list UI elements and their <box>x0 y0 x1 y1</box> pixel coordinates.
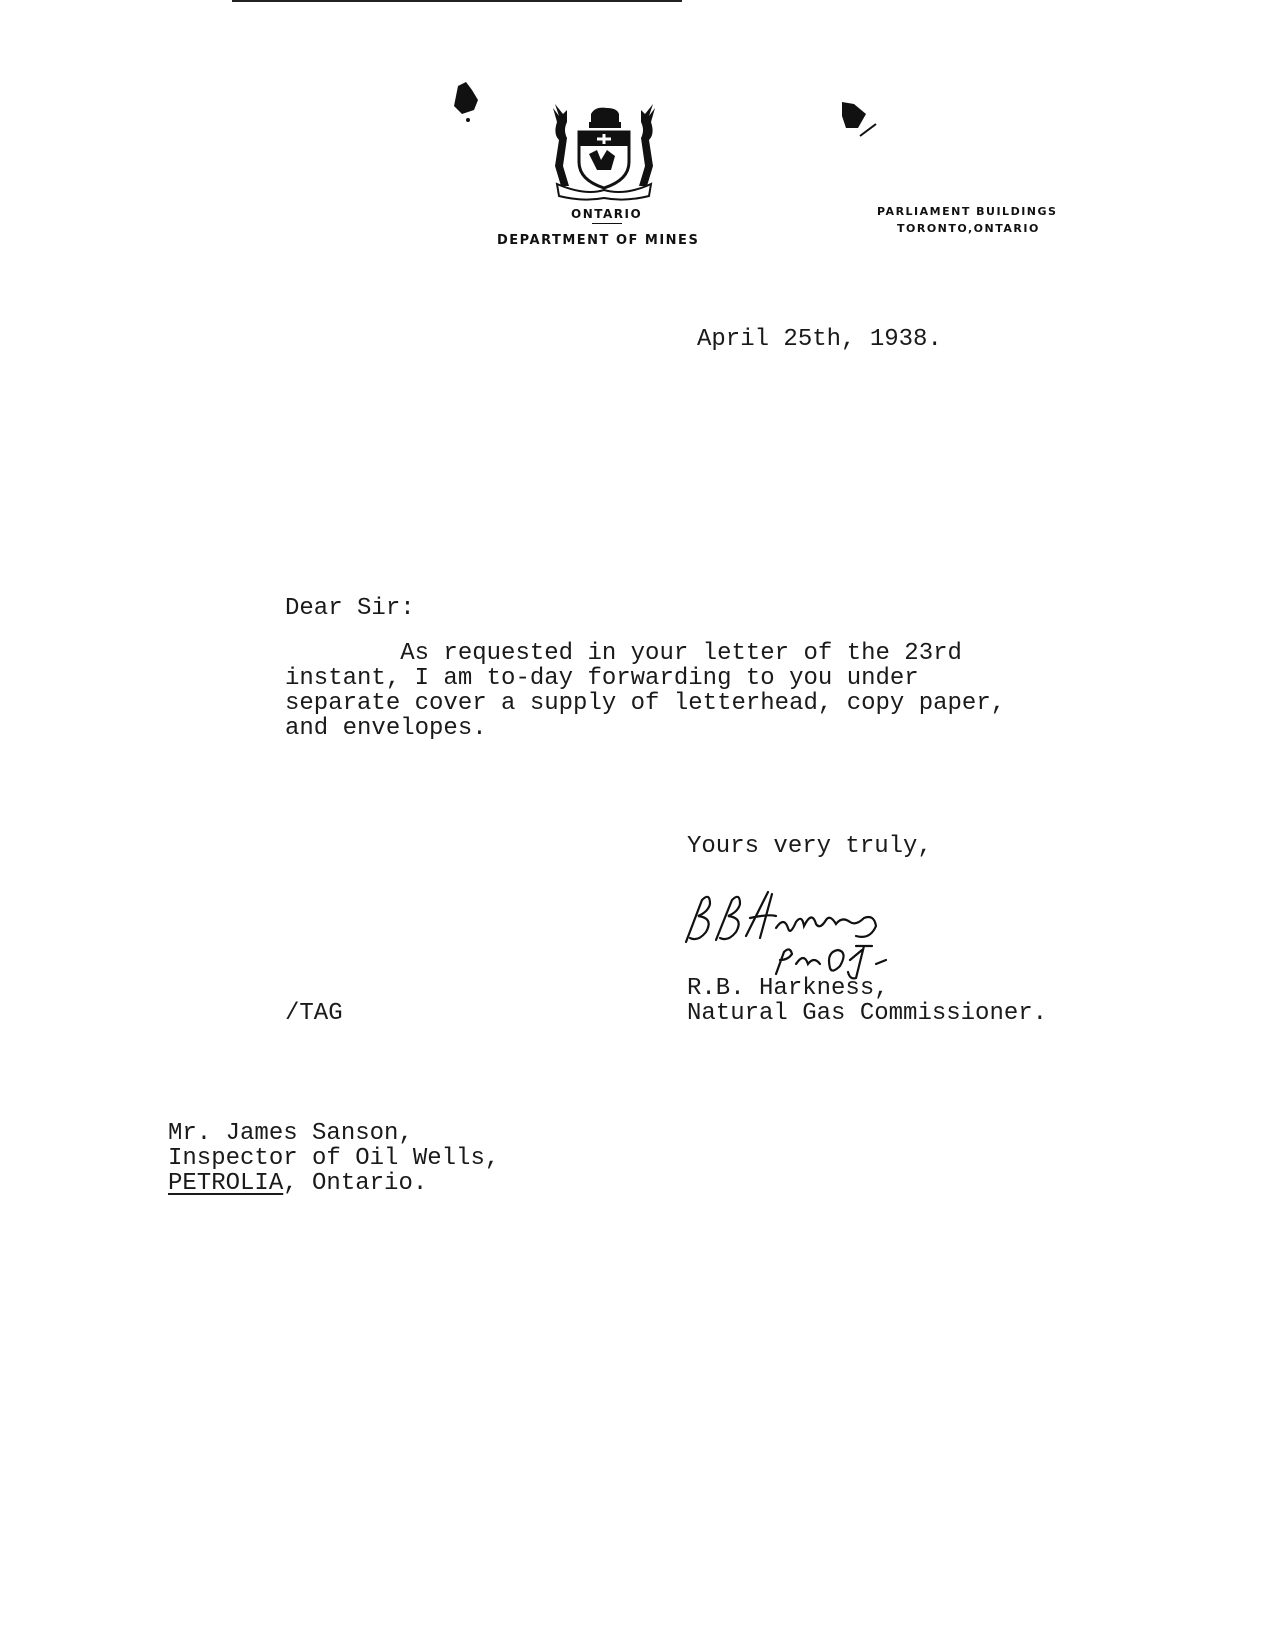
letter-body <box>285 641 1005 741</box>
body-line: instant, I am to-day forwarding to you under <box>285 665 919 692</box>
recipient-address <box>168 1121 499 1196</box>
address-line-2: TORONTO,ONTARIO <box>897 222 1040 235</box>
recipient-name: Mr. James Sanson, <box>168 1120 413 1147</box>
typist-initials: /TAG <box>285 1000 343 1027</box>
ink-blot-right-icon <box>836 98 882 142</box>
recipient-province: , Ontario. <box>283 1170 428 1197</box>
top-rule <box>232 0 682 2</box>
letterhead-divider <box>592 223 622 224</box>
ontario-coat-of-arms-icon <box>545 100 663 202</box>
body-line: As requested in your letter of the 23rd <box>285 640 962 667</box>
body-line: separate cover a supply of letterhead, copy paper, <box>285 690 1006 717</box>
letter-date: April 25th, 1938. <box>697 326 942 353</box>
signer-title: Natural Gas Commissioner. <box>687 1000 1048 1027</box>
body-line: and envelopes. <box>285 715 487 742</box>
signer-name: R.B. Harkness, <box>687 975 889 1002</box>
salutation: Dear Sir: <box>285 595 415 622</box>
closing: Yours very truly, <box>687 833 932 860</box>
address-line-1: PARLIAMENT BUILDINGS <box>877 205 1058 218</box>
handwritten-signature <box>680 880 910 980</box>
ink-blot-left-icon <box>448 80 484 124</box>
recipient-city-line <box>168 1171 499 1196</box>
recipient-title: Inspector of Oil Wells, <box>168 1145 500 1172</box>
recipient-city: PETROLIA <box>168 1170 284 1197</box>
province-label: ONTARIO <box>571 207 643 221</box>
department-label: DEPARTMENT OF MINES <box>497 233 700 248</box>
